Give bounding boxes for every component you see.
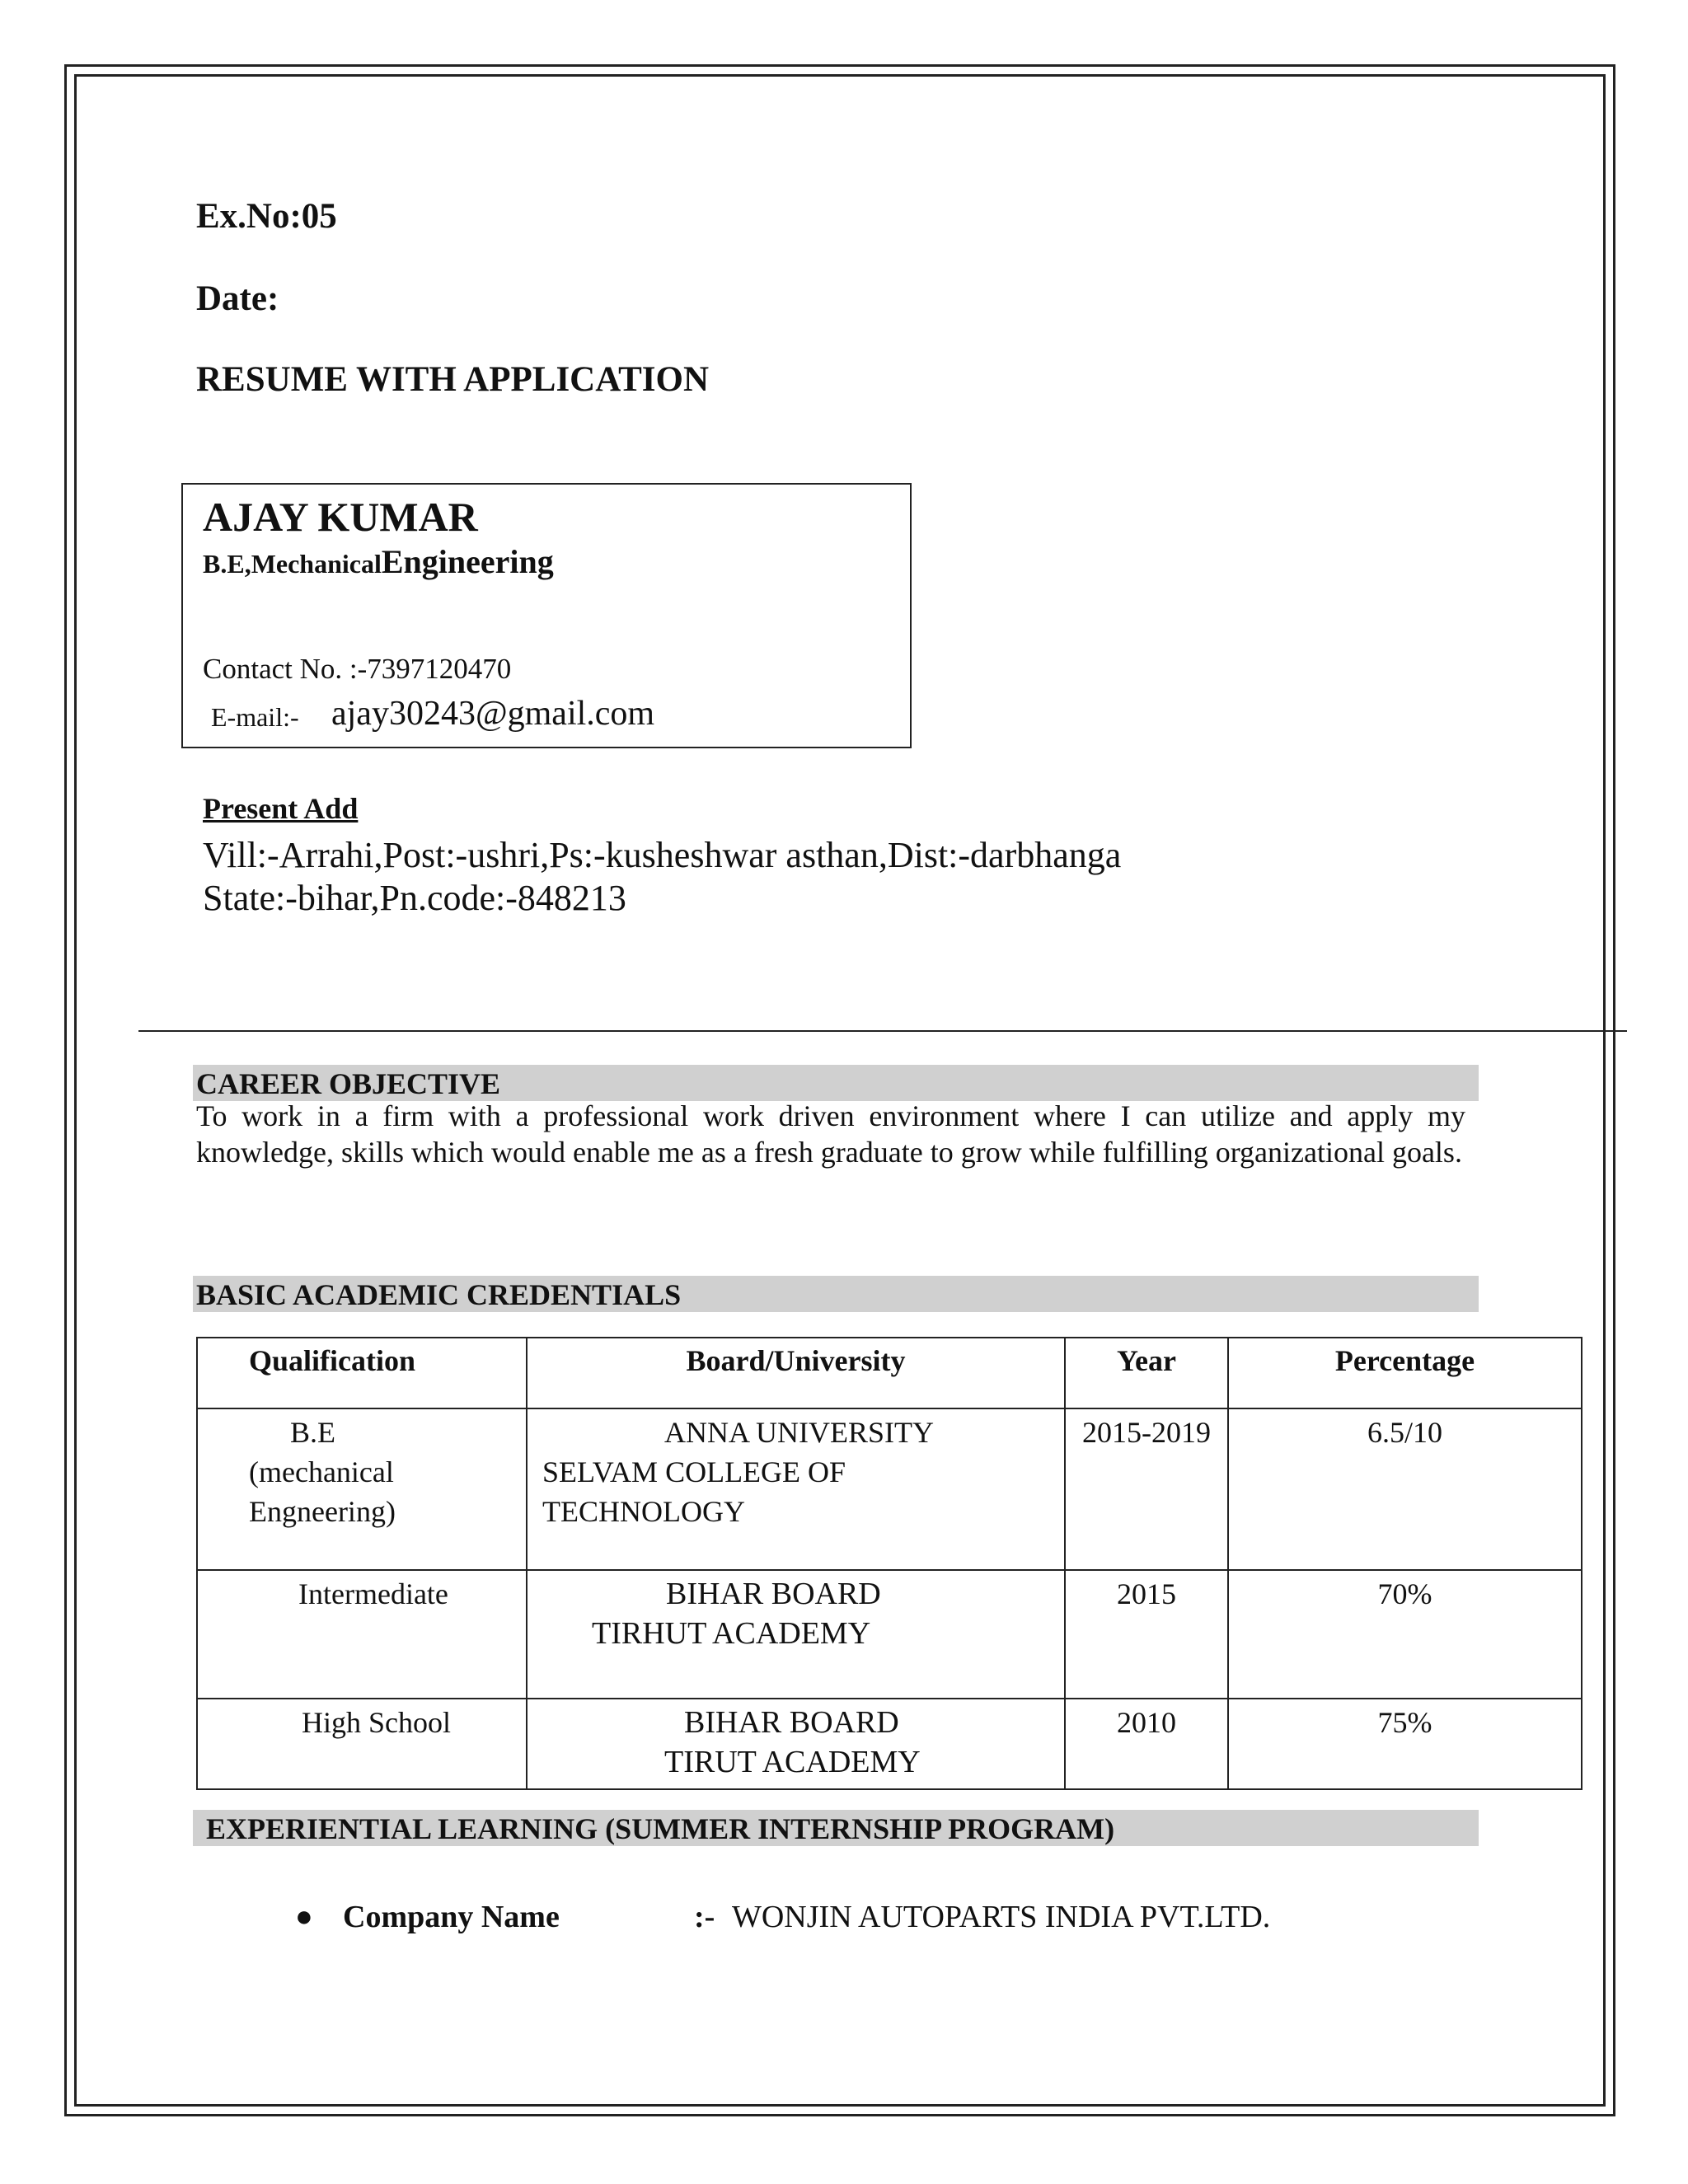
cell-line: BIHAR BOARD xyxy=(684,1705,899,1740)
cell-line: 2015 xyxy=(1117,1577,1176,1610)
percentage-cell xyxy=(1228,1408,1582,1570)
cell-line: High School xyxy=(302,1706,452,1739)
column-header: Qualification xyxy=(197,1338,527,1408)
board-cell xyxy=(527,1408,1065,1570)
candidate-name: AJAY KUMAR xyxy=(203,494,478,540)
cell-line: TIRUT ACADEMY xyxy=(664,1745,921,1779)
cell-line: Engneering) xyxy=(249,1495,396,1528)
career-heading: CAREER OBJECTIVE xyxy=(196,1067,501,1100)
table-row xyxy=(197,1570,1582,1699)
cell-line: TIRHUT ACADEMY xyxy=(592,1616,871,1651)
cell-line: Intermediate xyxy=(298,1577,448,1610)
column-header: Year xyxy=(1065,1338,1228,1408)
bullet-icon: ● xyxy=(295,1900,313,1933)
company-value: WONJIN AUTOPARTS INDIA PVT.LTD. xyxy=(732,1900,1271,1934)
cell-line: 2015-2019 xyxy=(1082,1416,1211,1449)
cell-line: 75% xyxy=(1377,1706,1432,1739)
candidate-degree xyxy=(203,542,554,581)
qualification-cell xyxy=(197,1570,527,1699)
cell-line: BIHAR BOARD xyxy=(666,1577,881,1611)
table-row xyxy=(197,1408,1582,1570)
address-line-1: Vill:-Arrahi,Post:-ushri,Ps:-kusheshwar asthan,Dist:-darbhanga xyxy=(203,835,1122,875)
page-title: RESUME WITH APPLICATION xyxy=(196,360,710,399)
year-cell xyxy=(1065,1570,1228,1699)
cell-line: ANNA UNIVERSITY xyxy=(664,1416,934,1449)
table-row xyxy=(197,1699,1582,1789)
experience-heading: EXPERIENTIAL LEARNING (SUMMER INTERNSHIP PROGRAM) xyxy=(206,1812,1115,1845)
table-header-row xyxy=(197,1338,1582,1408)
cell-line: (mechanical xyxy=(249,1455,394,1488)
address-label: Present Add xyxy=(203,792,359,825)
percentage-cell xyxy=(1228,1699,1582,1789)
board-cell xyxy=(527,1699,1065,1789)
career-text: To work in a firm with a professional work driven environment where I can utilize and apply my knowledge, skills which would enable me as a fresh graduate to grow while fulfilling organizational goals. xyxy=(196,1099,1465,1169)
contact-number: Contact No. :-7397120470 xyxy=(203,653,512,685)
year-cell xyxy=(1065,1408,1228,1570)
year-cell xyxy=(1065,1699,1228,1789)
company-label: Company Name xyxy=(343,1900,560,1934)
email-value: ajay30243@gmail.com xyxy=(331,695,655,733)
degree-big: Engineering xyxy=(381,543,554,580)
cell-line: 6.5/10 xyxy=(1367,1416,1442,1449)
company-separator: :- xyxy=(694,1900,715,1934)
section-divider xyxy=(138,1030,1627,1032)
qualification-cell xyxy=(197,1408,527,1570)
column-header: Board/University xyxy=(527,1338,1065,1408)
cell-line: SELVAM COLLEGE OF xyxy=(542,1455,846,1488)
exercise-number: Ex.No:05 xyxy=(196,197,337,236)
board-cell xyxy=(527,1570,1065,1699)
cell-line: TECHNOLOGY xyxy=(542,1495,745,1528)
percentage-cell xyxy=(1228,1570,1582,1699)
email-label: E-mail:- xyxy=(211,702,299,732)
academic-heading: BASIC ACADEMIC CREDENTIALS xyxy=(196,1278,682,1311)
qualification-cell xyxy=(197,1699,527,1789)
date-label: Date: xyxy=(196,279,279,318)
cell-line: B.E xyxy=(290,1416,336,1449)
cell-line: 70% xyxy=(1377,1577,1432,1610)
column-header: Percentage xyxy=(1228,1338,1582,1408)
degree-small: B.E,Mechanical xyxy=(203,549,382,579)
address-line-2: State:-bihar,Pn.code:-848213 xyxy=(203,878,626,918)
academic-table xyxy=(196,1337,1582,1790)
cell-line: 2010 xyxy=(1117,1706,1176,1739)
